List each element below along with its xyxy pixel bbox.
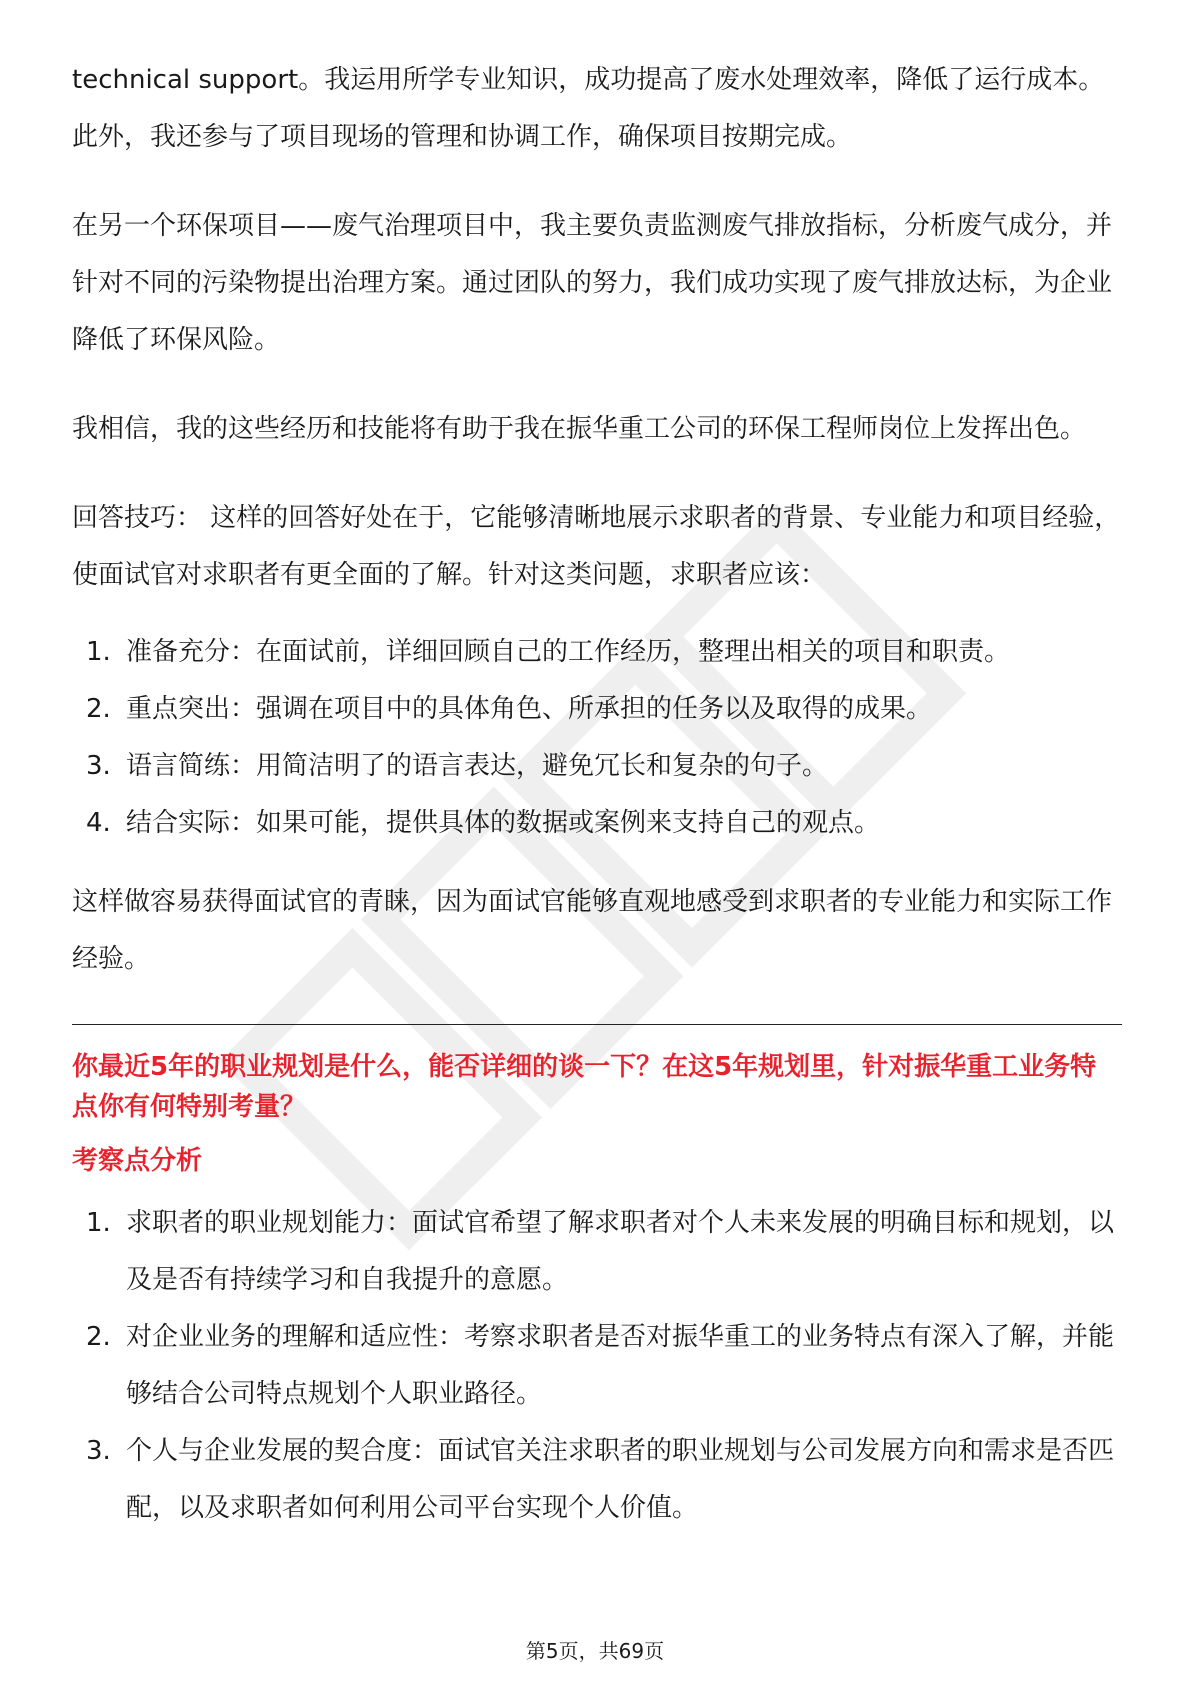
- analysis-list: [72, 1195, 1122, 1537]
- list-item: 4. 结合实际：如果可能，提供具体的数据或案例来支持自己的观点。: [86, 808, 881, 838]
- paragraph-project-2: 在另一个环保项目——废气治理项目中，我主要负责监测废气排放指标，分析废气成分，并针对不同的污染物提出治理方案。通过团队的努力，我们成功实现了废气排放达标，为企业降低了环保风险。: [72, 211, 1113, 355]
- page-footer: 第5页，共69页: [525, 1639, 665, 1663]
- interview-question: 你最近5年的职业规划是什么，能否详细的谈一下？在这5年规划里，针对振华重工业务特点你有何特别考量？: [72, 1052, 1097, 1122]
- paragraph-project-1: technical support。我运用所学专业知识，成功提高了废水处理效率，降低了运行成本。此外，我还参与了项目现场的管理和协调工作，确保项目按期完成。: [72, 65, 1105, 152]
- list-item: 1. 求职者的职业规划能力：面试官希望了解求职者对个人未来发展的明确目标和规划，以及是否有持续学习和自我提升的意愿。: [86, 1208, 1115, 1295]
- list-item: 2. 对企业业务的理解和适应性：考察求职者是否对振华重工的业务特点有深入了解，并能够结合公司特点规划个人职业路径。: [86, 1322, 1115, 1409]
- analysis-heading: 考察点分析: [72, 1146, 203, 1176]
- list-item: 3. 个人与企业发展的契合度：面试官关注求职者的职业规划与公司发展方向和需求是否匹配，以及求职者如何利用公司平台实现个人价值。: [86, 1436, 1115, 1523]
- list-item: 3. 语言简练：用简洁明了的语言表达，避免冗长和复杂的句子。: [86, 751, 829, 781]
- paragraph-answer-tips: 回答技巧： 这样的回答好处在于，它能够清晰地展示求职者的背景、专业能力和项目经验，使面试官对求职者有更全面的了解。针对这类问题，求职者应该：: [72, 503, 1121, 590]
- paragraph-belief: 我相信，我的这些经历和技能将有助于我在振华重工公司的环保工程师岗位上发挥出色。: [72, 414, 1087, 444]
- tips-list: [72, 624, 1122, 852]
- paragraph-conclusion: 这样做容易获得面试官的青睐，因为面试官能够直观地感受到求职者的专业能力和实际工作经验。: [72, 887, 1113, 974]
- list-item: 2. 重点突出：强调在项目中的具体角色、所承担的任务以及取得的成果。: [86, 694, 933, 724]
- document-body: [72, 52, 1122, 1537]
- list-item: 1. 准备充分：在面试前，详细回顾自己的工作经历，整理出相关的项目和职责。: [86, 637, 1011, 667]
- section-divider: [72, 1024, 1122, 1025]
